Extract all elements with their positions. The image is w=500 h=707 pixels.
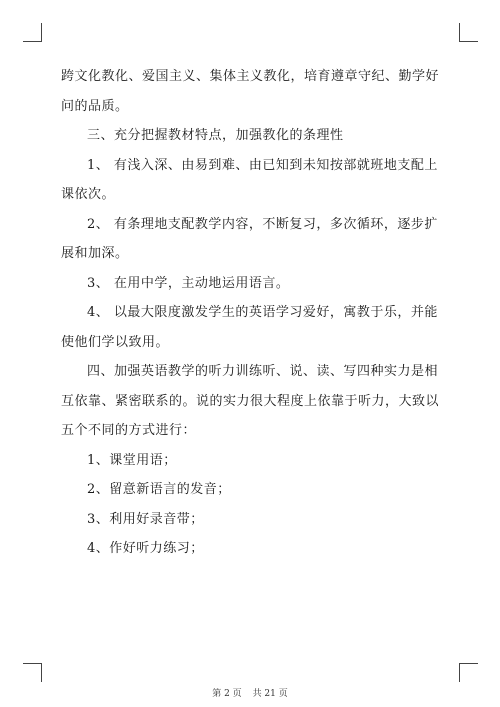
- paragraph: 跨文化教化、爱国主义、集体主义教化，培育遵章守纪、勤学好问的品质。: [61, 69, 440, 114]
- section-heading: 三、充分把握教材特点，加强教化的条理性: [87, 128, 344, 143]
- paragraph: 1、 有浅入深、由易到难、由已知到未知按部就班地支配上课依次。: [61, 157, 438, 202]
- crop-mark-bottom-right: [459, 663, 478, 682]
- page-footer: [0, 686, 500, 699]
- page-number: 第 2 页: [212, 689, 242, 699]
- list-item: 3、利用好录音带；: [87, 511, 204, 527]
- section-heading: 四、加强英语教学的听力训练听、说、读、写四种实力是相互依靠、紧密联系的。说的实力很大程度上依靠于听力，大致以五个不同的方式进行：: [61, 364, 440, 438]
- paragraph: 4、 以最大限度激发学生的英语学习爱好，寓教于乐，并能使他们学以致用。: [61, 305, 438, 350]
- crop-mark-bottom-left: [23, 663, 42, 682]
- list-item: 1、课堂用语；: [87, 452, 177, 468]
- list-item: 4、作好听力练习；: [87, 541, 204, 556]
- list-item: 2、留意新语言的发音；: [87, 482, 231, 497]
- paragraph: 3、 在用中学，主动地运用语言。: [87, 275, 290, 291]
- crop-mark-top-right: [459, 23, 478, 42]
- document-body: [61, 62, 445, 564]
- crop-mark-top-left: [23, 23, 42, 42]
- paragraph: 2、 有条理地支配教学内容，不断复习，多次循环，逐步扩展和加深。: [61, 216, 438, 261]
- total-pages: 共 21 页: [252, 689, 288, 699]
